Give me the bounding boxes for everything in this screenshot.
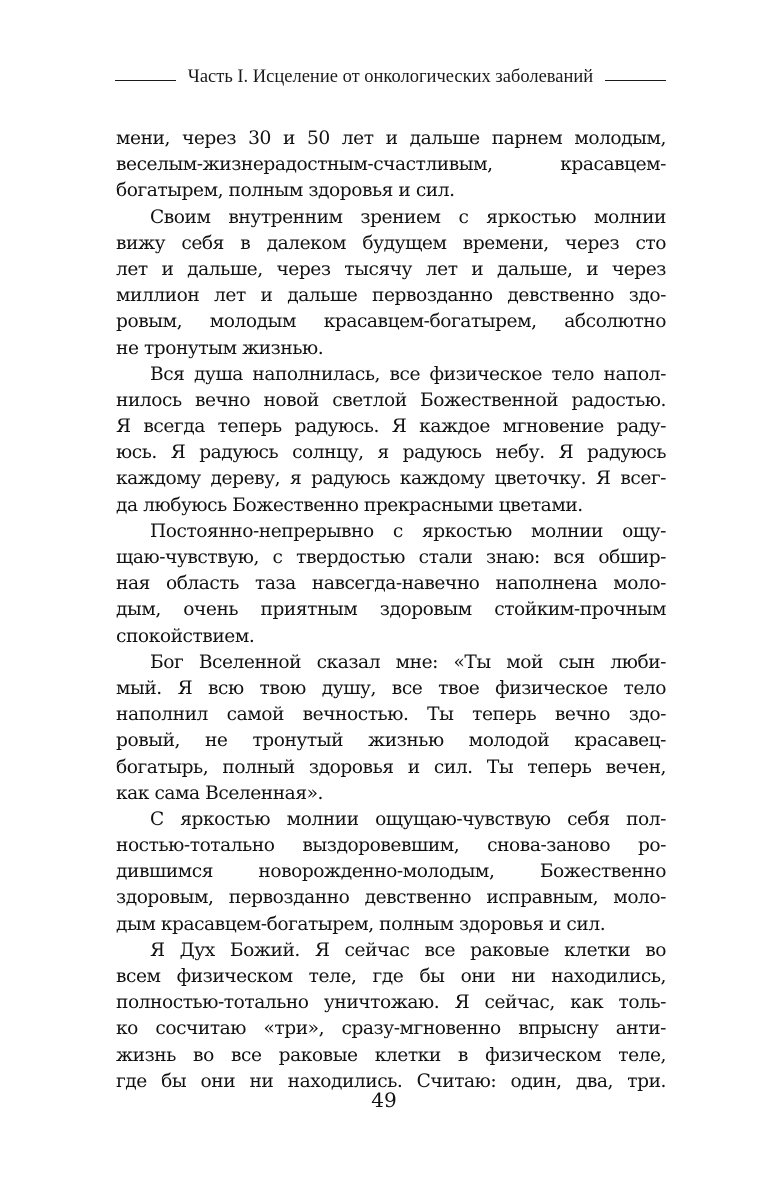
text-line: спокойствием.	[116, 625, 255, 647]
text-line: всем физическом теле, где бы они ни находились,	[116, 966, 666, 987]
text-line: юсь. Я радуюсь солнцу, я радуюсь небу. Я радуюсь	[116, 442, 666, 464]
paragraph-first-line: Вся душа наполнилась, все физическое тело напол-	[150, 363, 666, 385]
text-line: дым красавцем-богатырем, полным здоровья и сил.	[116, 913, 606, 935]
text-line: да любуюсь Божественно прекрасными цветами.	[116, 494, 583, 516]
text-line: богатырем, полным здоровья и сил.	[116, 180, 455, 202]
text-line: ностью-тотально выздоровевшим, снова-заново ро-	[116, 835, 666, 857]
text-line: ровый, не тронутый жизнью молодой красавец-	[116, 730, 666, 752]
text-line: здоровым, первозданно девственно исправным, моло-	[116, 887, 666, 909]
text-line: жизнь во все раковые клетки в физическом теле,	[116, 1044, 666, 1066]
text-line: богатырь, полный здоровья и сил. Ты теперь вечен,	[116, 756, 666, 778]
text-line: щаю-чувствую, с твердостью стали знаю: вся обшир-	[116, 547, 666, 568]
paragraph-first-line: С яркостью молнии ощущаю-чувствую себя пол-	[150, 808, 666, 830]
paragraph-first-line: Своим внутренним зрением с яркостью молнии	[150, 206, 666, 228]
text-line: веселым-жизнерадостным-счастливым, красавцем-	[116, 154, 666, 176]
running-header	[115, 64, 666, 90]
page-number: 49	[371, 1088, 397, 1112]
text-line: дым, очень приятным здоровым стойким-прочным	[116, 599, 666, 621]
chapter-title: Часть I. Исцеление от онкологических заболеваний	[187, 66, 594, 87]
text-line: ровым, молодым красавцем-богатырем, абсолютно	[116, 311, 666, 333]
paragraph-first-line: Я Дух Божий. Я сейчас все раковые клетки во	[150, 939, 666, 961]
text-line: наполнил самой вечностью. Ты теперь вечно здо-	[116, 704, 666, 726]
text-line: нилось вечно новой светлой Божественной радостью.	[116, 389, 666, 411]
text-line: полностью-тотально уничтожаю. Я сейчас, как толь-	[116, 992, 666, 1014]
text-line: Я всегда теперь радуюсь. Я каждое мгновение раду-	[116, 416, 666, 438]
text-line: вижу себя в далеком будущем времени, через сто	[116, 232, 666, 254]
text-line: каждому дереву, я радуюсь каждому цветочку. Я всег-	[116, 468, 666, 490]
text-line: миллион лет и дальше первозданно девственно здо-	[116, 285, 666, 307]
paragraph-first-line: Постоянно-непрерывно с яркостью молнии ощу-	[150, 520, 666, 542]
paragraph-first-line: Бог Вселенной сказал мне: «Ты мой сын люби-	[150, 651, 666, 673]
text-line: мый. Я всю твою душу, все твое физическое тело	[116, 677, 666, 699]
text-line: мени, через 30 и 50 лет и дальше парнем молодым,	[116, 128, 666, 149]
text-line: ко сосчитаю «три», сразу-мгновенно впрысну анти-	[116, 1018, 666, 1040]
text-line: где бы они ни находились. Считаю: один, два, три.	[116, 1070, 666, 1092]
text-line: лет и дальше, через тысячу лет и дальше, и через	[116, 258, 666, 280]
text-line: дившимся новорожденно-молодым, Божественно	[116, 861, 666, 883]
text-line: как сама Вселенная».	[116, 782, 323, 804]
text-line: не тронутым жизнью.	[116, 337, 324, 359]
header-rule-left	[115, 80, 176, 81]
body-text	[116, 126, 666, 1095]
header-rule-right	[605, 80, 666, 81]
text-line: ная область таза навсегда-навечно наполнена моло-	[116, 573, 666, 595]
